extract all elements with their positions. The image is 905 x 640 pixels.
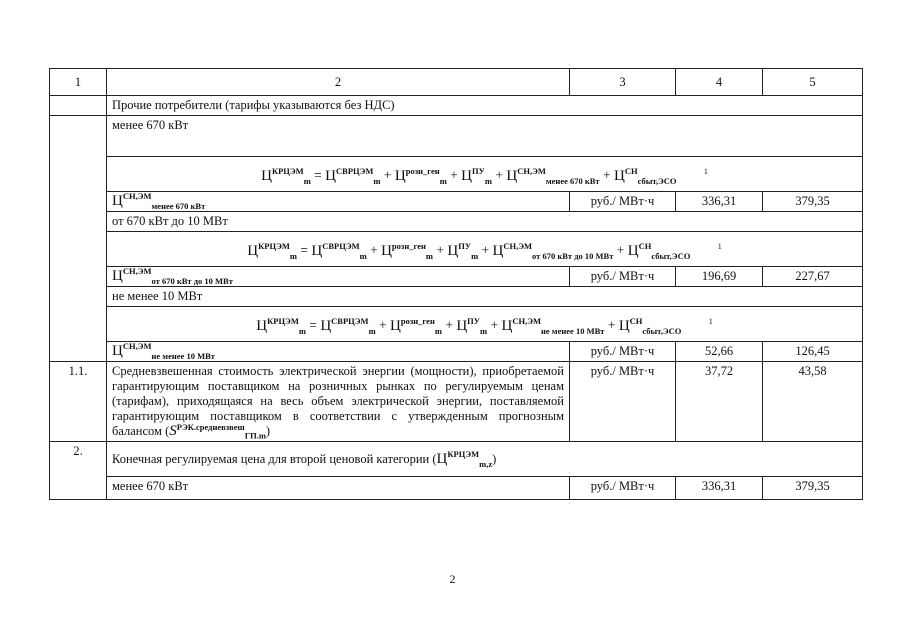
value-col-4: 336,31 xyxy=(676,477,763,500)
header-col-2: 2 xyxy=(107,69,570,96)
group-label: от 670 кВт до 10 МВт xyxy=(107,212,863,232)
value-col-5: 379,35 xyxy=(763,192,863,212)
header-row xyxy=(50,69,863,96)
row-symbol: $Ц^{СН,ЭМ}_{от 670 кВт до 10 МВт}$ xyxy=(107,267,570,287)
tariff-table xyxy=(49,68,863,500)
item-1-1-row xyxy=(50,362,863,442)
unit-cell: руб./ МВт·ч xyxy=(570,267,676,287)
header-col-3: 3 xyxy=(570,69,676,96)
footnote-marker: 1 xyxy=(708,317,713,327)
item-2-row xyxy=(50,442,863,477)
header-col-1: 1 xyxy=(50,69,107,96)
value-col-5: 379,35 xyxy=(763,477,863,500)
value-col-5: 227,67 xyxy=(763,267,863,287)
value-row xyxy=(50,342,863,362)
value-row xyxy=(50,477,863,500)
value-row xyxy=(50,192,863,212)
group-label-row xyxy=(50,287,863,307)
item-description: Средневзвешенная стоимость электрической энергии (мощности), приобретаемой гарантирующим поставщиком на розничных рынках по регулируемым ценам (тарифам), приходящаяся на весь объем электрической энергии, поставляемой гарантирующим поставщиком в соответствии с утвержденным прогнозным балансом $(S^{РЭК.средневзвеш}_{ГП.m})$ xyxy=(107,362,570,442)
row-symbol: $Ц^{СН,ЭМ}_{менее 670 кВт}$ xyxy=(107,192,570,212)
item-description: Конечная регулируемая цена для второй ценовой категории $(Ц^{КРЦЭМ}_{m,z})$ xyxy=(107,442,863,477)
item-number: 2. xyxy=(50,442,107,500)
group-label-row xyxy=(50,212,863,232)
formula: $Ц^{КРЦЭМ}_m = Ц^{СВРЦЭМ}_m + Ц^{розн\_ген}_m + Ц^{ПУ}_m + Ц^{СН,ЭМ}_{менее 670 кВт} + Ц^{СН}_{сбыт,ЭСО}$ $^1$ xyxy=(107,157,863,192)
footnote-marker: 1 xyxy=(703,167,708,177)
header-col-4: 4 xyxy=(676,69,763,96)
section-other-consumers: Прочие потребители (тарифы указываются без НДС) xyxy=(107,96,863,116)
formula-row xyxy=(50,232,863,267)
row-symbol: $Ц^{СН,ЭМ}_{не менее 10 МВт}$ xyxy=(107,342,570,362)
formula-row xyxy=(50,157,863,192)
item-number: 1.1. xyxy=(50,362,107,442)
value-col-4: 336,31 xyxy=(676,192,763,212)
value-row xyxy=(50,267,863,287)
group-label-row xyxy=(50,116,863,157)
value-col-5: 126,45 xyxy=(763,342,863,362)
header-col-5: 5 xyxy=(763,69,863,96)
value-col-4: 37,72 xyxy=(676,362,763,442)
section-row xyxy=(50,96,863,116)
unit-cell: руб./ МВт·ч xyxy=(570,477,676,500)
footnote-marker: 1 xyxy=(717,242,722,252)
unit-cell: руб./ МВт·ч xyxy=(570,342,676,362)
formula-row xyxy=(50,307,863,342)
value-col-4: 196,69 xyxy=(676,267,763,287)
formula: $Ц^{КРЦЭМ}_m = Ц^{СВРЦЭМ}_m + Ц^{розн\_ген}_m + Ц^{ПУ}_m + Ц^{СН,ЭМ}_{от 670 кВт до 10 МВт} + Ц^{СН}_{сбыт,ЭСО}$ $^1$ xyxy=(107,232,863,267)
unit-cell: руб./ МВт·ч xyxy=(570,362,676,442)
value-col-5: 43,58 xyxy=(763,362,863,442)
row-label: менее 670 кВт xyxy=(107,477,570,500)
formula: $Ц^{КРЦЭМ}_m = Ц^{СВРЦЭМ}_m + Ц^{розн\_ген}_m + Ц^{ПУ}_m + Ц^{СН,ЭМ}_{не менее 10 МВт} + Ц^{СН}_{сбыт,ЭСО}$ $^1$ xyxy=(107,307,863,342)
group-label: не менее 10 МВт xyxy=(107,287,863,307)
page-number: 2 xyxy=(449,572,456,586)
unit-cell: руб./ МВт·ч xyxy=(570,192,676,212)
value-col-4: 52,66 xyxy=(676,342,763,362)
group-label: менее 670 кВт xyxy=(107,116,863,157)
